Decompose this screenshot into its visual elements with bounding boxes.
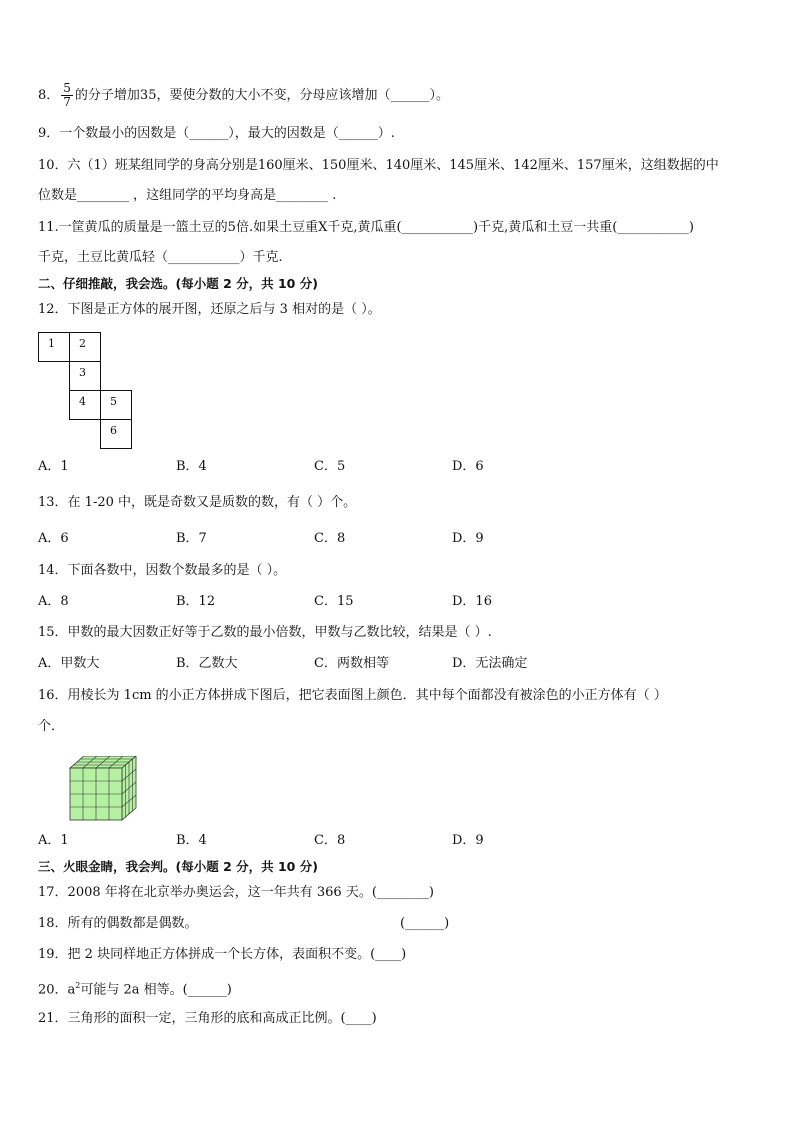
q13-option-a: A．6 (38, 531, 69, 546)
question-18: 18．所有的偶数都是偶数。 (38, 916, 198, 931)
question-19: 19．把 2 块同样地正方体拼成一个长方体，表面积不变。(____) (38, 947, 407, 962)
q12-option-c: C．5 (314, 459, 346, 474)
net-cell-3: 3 (69, 361, 101, 391)
q16-option-a: A．1 (38, 833, 69, 848)
question-16-line1: 16．用棱长为 1cm 的小正方体拼成下图后，把它表面图上颜色．其中每个面都没有被涂色的小正方体有（ ） (38, 688, 667, 703)
question-11-line1: 11.一筐黄瓜的质量是一篮土豆的5倍.如果土豆重X千克,黄瓜重(___________)千克,黄瓜和土豆一共重(___________) (38, 220, 694, 235)
q16-option-b: B．4 (176, 833, 207, 848)
q12-option-b: B．4 (176, 459, 207, 474)
question-13: 13．在 1-20 中，既是奇数又是质数的数，有（ ）个。 (38, 495, 357, 510)
question-11-line2: 千克，土豆比黄瓜轻（___________）千克. (38, 250, 283, 265)
question-12: 12．下图是正方体的展开图，还原之后与 3 相对的是（ ）。 (38, 302, 381, 317)
cube-net-diagram (38, 332, 138, 452)
question-10-line1: 10．六（1）班某组同学的身高分别是160厘米、150厘米、140厘米、145厘米、142厘米、157厘米，这组数据的中 (38, 158, 719, 173)
q16-option-c: C．8 (314, 833, 346, 848)
net-cell-5: 5 (100, 390, 132, 420)
question-14: 14．下面各数中，因数个数最多的是（ ）。 (38, 563, 287, 578)
question-10-line2: 位数是________ ，这组同学的平均身高是________ . (38, 188, 337, 203)
question-15: 15．甲数的最大因数正好等于乙数的最小倍数，甲数与乙数比较，结果是（ ）. (38, 625, 492, 640)
q14-option-c: C．15 (314, 594, 354, 609)
q13-option-d: D．9 (452, 531, 484, 546)
question-16-line2: 个． (38, 719, 65, 734)
cube-diagram (66, 756, 138, 822)
question-21: 21．三角形的面积一定，三角形的底和高成正比例。(____) (38, 1011, 377, 1026)
question-18-blank: (______) (400, 916, 450, 931)
q14-option-b: B．12 (176, 594, 216, 609)
question-9: 9．一个数最小的因数是（______），最大的因数是（______）. (38, 126, 395, 141)
q14-option-d: D．16 (452, 594, 492, 609)
q16-option-d: D．9 (452, 833, 484, 848)
section-2-heading: 二、仔细推敲，我会选。(每小题 2 分，共 10 分) (38, 276, 318, 291)
net-cell-4: 4 (69, 390, 101, 420)
q15-option-a: A．甲数大 (38, 656, 100, 671)
q13-option-c: C．8 (314, 531, 346, 546)
q14-option-a: A．8 (38, 594, 69, 609)
question-8: 8． $\frac{5}{7}$ 的分子增加35，要使分数的大小不变，分母应该增加（______）。 (38, 81, 449, 109)
q15-option-d: D．无法确定 (452, 656, 528, 671)
fraction-5-7: $\frac{5}{7}$ (63, 81, 71, 109)
q12-option-d: D．6 (452, 459, 484, 474)
net-cell-1: 1 (38, 332, 70, 362)
question-17: 17．2008 年将在北京举办奥运会，这一年共有 366 天。(________) (38, 885, 434, 900)
question-20: 20．$a^2$可能与 2a 相等。(______) (38, 981, 232, 998)
section-3-heading: 三、火眼金睛，我会判。(每小题 2 分，共 10 分) (38, 859, 318, 874)
net-cell-6: 6 (100, 419, 132, 449)
q13-option-b: B．7 (176, 531, 207, 546)
q12-option-a: A．1 (38, 459, 69, 474)
q15-option-c: C．两数相等 (314, 656, 389, 671)
net-cell-2: 2 (69, 332, 101, 362)
q15-option-b: B．乙数大 (176, 656, 238, 671)
